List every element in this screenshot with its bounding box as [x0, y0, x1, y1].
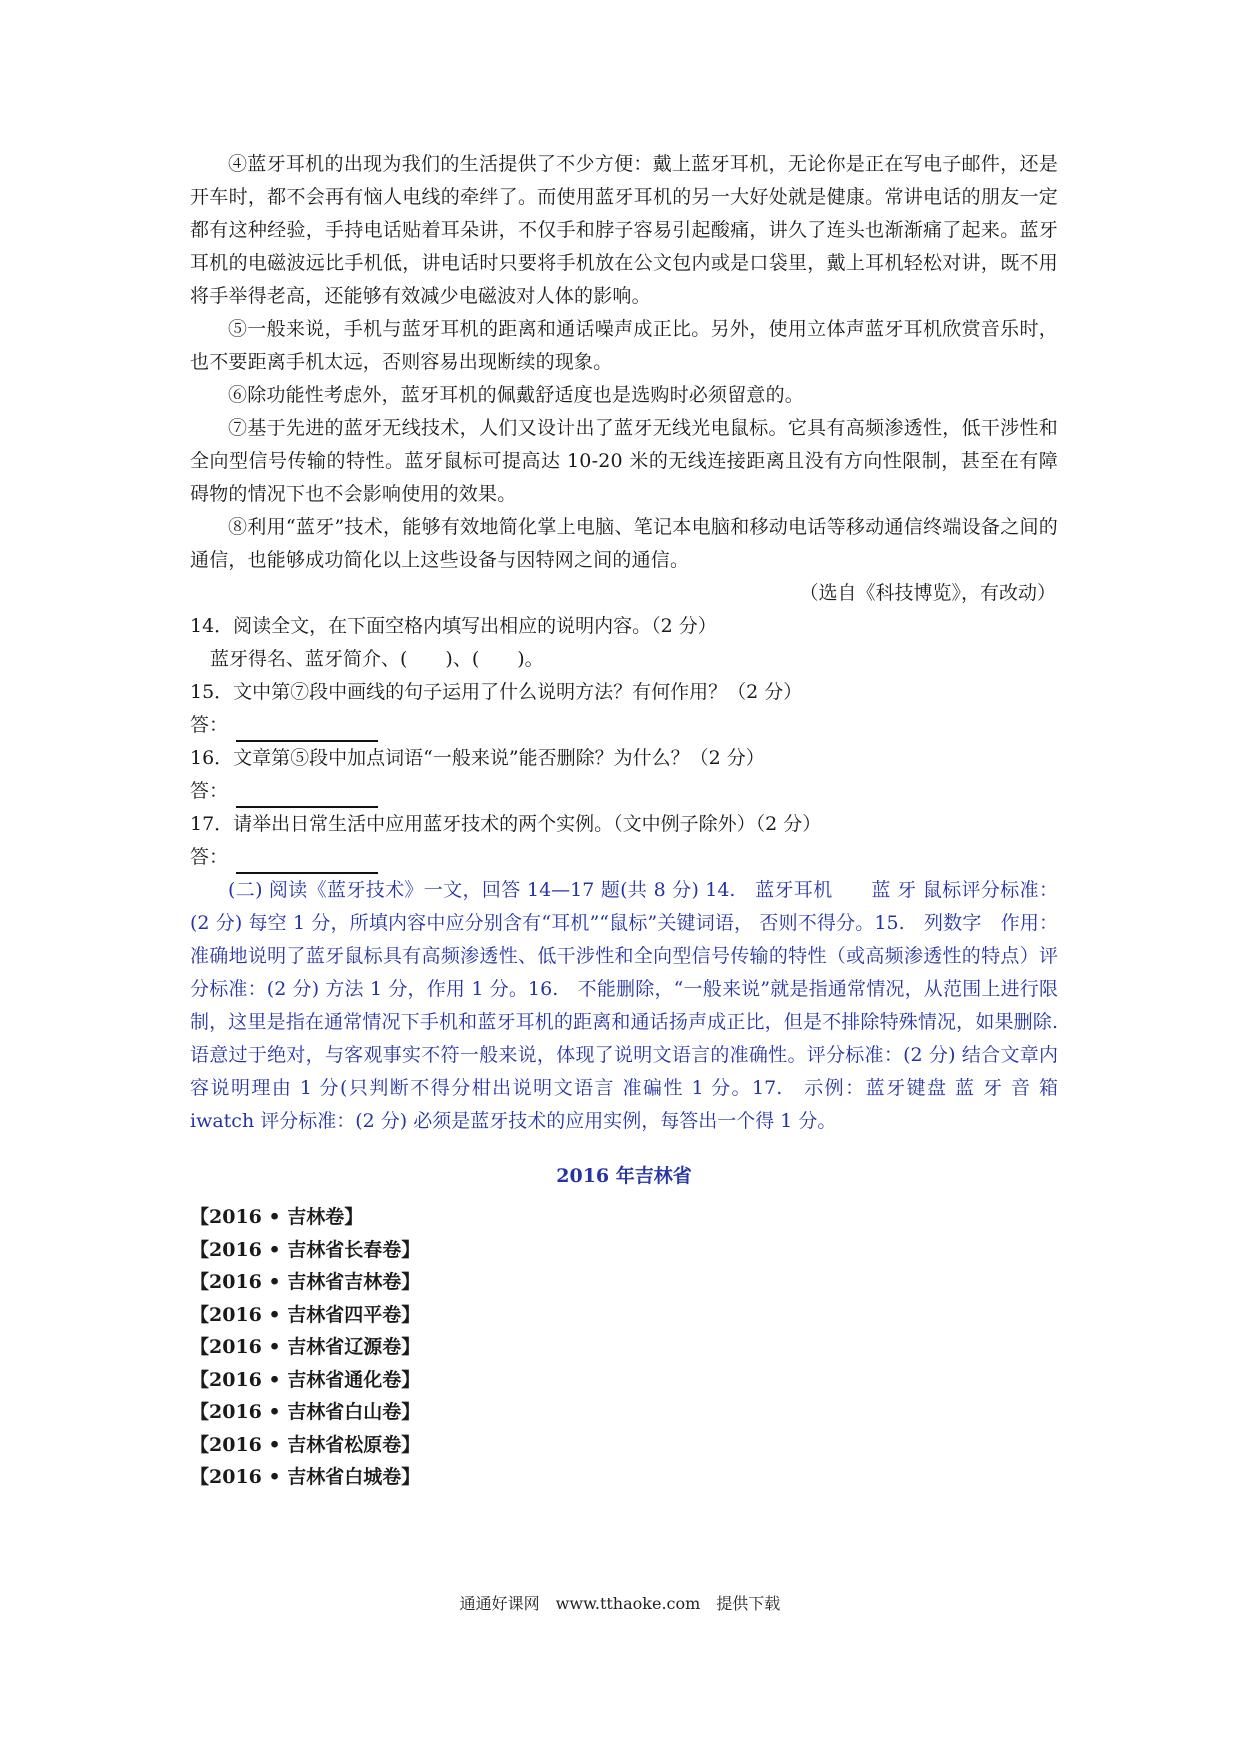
paper-item: 【2016 • 吉林省通化卷】: [190, 1368, 421, 1391]
paper-item: 【2016 • 吉林省白山卷】: [190, 1401, 421, 1423]
page-footer: 通通好课网 www.tthaoke.com 提供下载: [459, 1594, 781, 1613]
paragraph-8: ⑧利用“蓝牙”技术，能够有效地简化掌上电脑、笔记本电脑和移动电话等移动通信终端设备之间的通信，也能够成功简化以上这些设备与因特网之间的通信。: [190, 516, 1058, 571]
paragraph-6: ⑥除功能性考虑外，蓝牙耳机的佩戴舒适度也是选购时必须留意的。: [228, 384, 805, 406]
answer-label: 答：: [190, 780, 229, 802]
paper-item: 【2016 • 吉林卷】: [190, 1206, 364, 1228]
answer-label: 答：: [190, 846, 229, 868]
question-17: 17．请举出日常生活中应用蓝牙技术的两个实例。（文中例子除外）（2 分）: [190, 813, 822, 835]
answer-key: (二) 阅读《蓝牙技术》一文，回答 14—17 题(共 8 分) 14. 蓝牙耳机 蓝 牙 鼠标评分标准：(2 分) 每空 1 分，所填内容中应分别含有“耳机”“鼠标”关键词语， 否则不得分。15. 列数字 作用：准确地说明了蓝牙鼠标具有高频渗透性、低干涉性和全向型信号传输的特性（或高频渗透性的特点）评分标准：(2 分) 方法 1 分，作用 1 分。16. 不能删除，“一般来说”就是指通常情况，从范围上进行限制，这里是指在通常情况下手机和蓝牙耳机的距离和通话扬声成正比，但是不排除特殊情况，如果删除. 语意过于绝对，与客观事实不符一般来说，体现了说明文语言的准确性。评分标准：(2 分) 结合文章内容说明理由 1 分(只判断不得分柑出说明文语言 准碥性 1 分。17. 示例：蓝牙键盘 蓝 牙 音 箱 iwatch 评分标准：(2 分) 必须是蓝牙技术的应用实例，每答出一个得 1 分。: [190, 879, 1058, 1132]
document-page: [190, 148, 1058, 1494]
section-title: 2016 年吉林省: [556, 1165, 692, 1187]
paper-item: 【2016 • 吉林省长春卷】: [190, 1238, 421, 1261]
paper-item: 【2016 • 吉林省白城卷】: [190, 1466, 421, 1488]
paper-list: [190, 1201, 1058, 1494]
source-citation: （选自《科技博览》，有改动）: [799, 582, 1056, 604]
paper-item: 【2016 • 吉林省四平卷】: [190, 1303, 421, 1326]
paragraph-7: ⑦基于先进的蓝牙无线技术，人们又设计出了蓝牙无线光电鼠标。它具有高频渗透性，低干涉性和全向型信号传输的特性。蓝牙鼠标可提高达 10-20 米的无线连接距离且没有方向性限制，甚至在有障碍物的情况下也不会影响使用的效果。: [190, 417, 1058, 505]
paragraph-5: ⑤一般来说，手机与蓝牙耳机的距离和通话噪声成正比。另外，使用立体声蓝牙耳机欣赏音乐时，也不要距离手机太远，否则容易出现断续的现象。: [190, 318, 1058, 373]
question-14: 14．阅读全文，在下面空格内填写出相应的说明内容。（2 分）: [190, 615, 717, 637]
question-16: 16．文章第⑤段中加点词语“一般来说”能否删除？为什么？（2 分）: [190, 747, 765, 769]
answer-blank-17: [236, 848, 378, 874]
answer-line-16: [190, 775, 1058, 808]
answer-label: 答：: [190, 714, 229, 736]
paper-item: 【2016 • 吉林省辽源卷】: [190, 1336, 421, 1358]
paragraph-4: ④蓝牙耳机的出现为我们的生活提供了不少方便：戴上蓝牙耳机，无论你是正在写电子邮件，还是开车时，都不会再有恼人电线的牵绊了。而使用蓝牙耳机的另一大好处就是健康。常讲电话的朋友一定都有这种经验，手持电话贴着耳朵讲，不仅手和脖子容易引起酸痛，讲久了连头也渐渐痛了起来。蓝牙耳机的电磁波远比手机低，讲电话时只要将手机放在公文包内或是口袋里，戴上耳机轻松对讲，既不用将手举得老高，还能够有效减少电磁波对人体的影响。: [190, 153, 1058, 307]
answer-blank-15: [236, 716, 378, 742]
answer-blank-16: [236, 782, 378, 808]
question-14-fill: 蓝牙得名、蓝牙简介、( )、( )。: [210, 648, 544, 670]
paper-item: 【2016 • 吉林省松原卷】: [190, 1433, 421, 1456]
answer-line-15: [190, 709, 1058, 742]
paper-item: 【2016 • 吉林省吉林卷】: [190, 1271, 421, 1293]
question-15: 15．文中第⑦段中画线的句子运用了什么说明方法？有何作用？（2 分）: [190, 681, 803, 703]
answer-line-17: [190, 841, 1058, 874]
